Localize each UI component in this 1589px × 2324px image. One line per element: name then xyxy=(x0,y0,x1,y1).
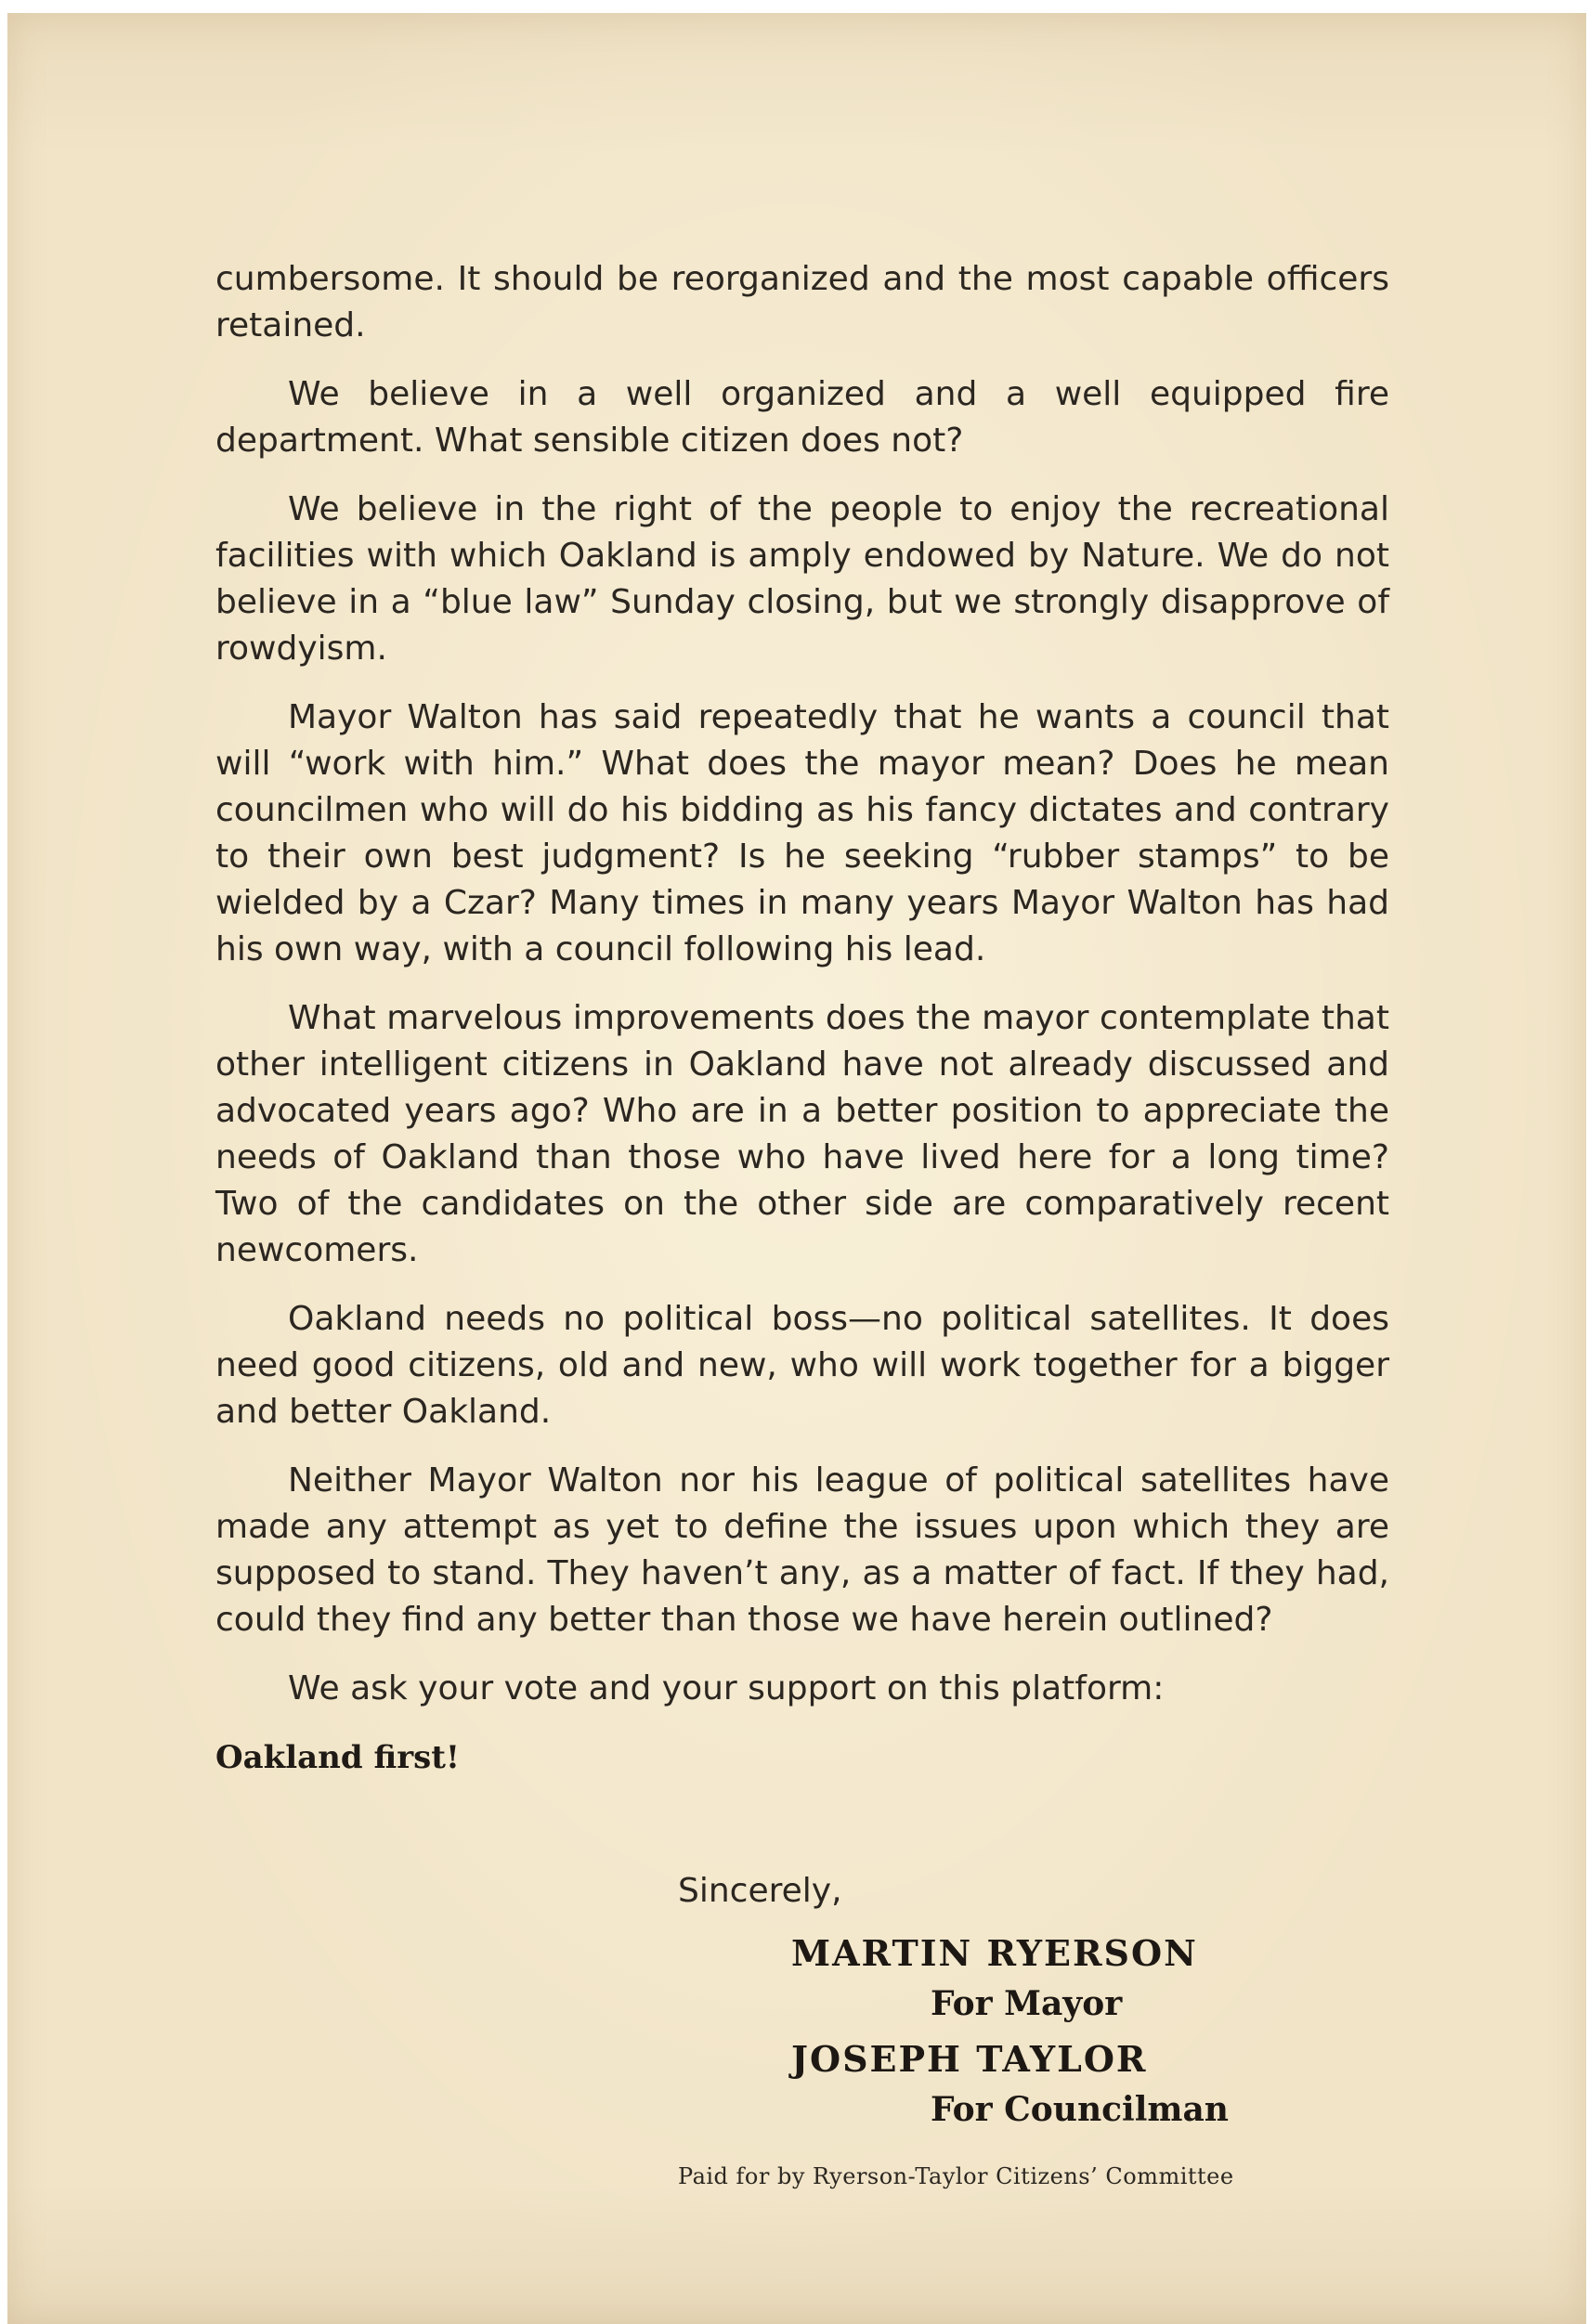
closing-text: We ask your vote and your support on this platform: xyxy=(288,1669,1165,1707)
candidate-name-councilman: JOSEPH TAYLOR xyxy=(791,2038,1148,2080)
signoff: Sincerely, xyxy=(678,1872,842,1910)
slogan: Oakland first! xyxy=(215,1739,460,1776)
closing-paragraph xyxy=(215,1666,1389,1781)
paragraph-4: Mayor Walton has said repeatedly that he wants a council that will “work with him.” What does the mayor mean? Does he mean councilmen who will do his bidding as his fancy dictates and contrary to their own best judgment? Is he seeking “rubber stamps” to be wielded by a Czar? Many times in many years Mayor Walton has had his own way, with a council following his lead. xyxy=(215,698,1389,968)
paragraph-7: Neither Mayor Walton nor his league of political satellites have made any attempt as yet to define the issues upon which they are supposed to stand. They haven’t any, as a matter of fact. If they had, could they find any better than those we have herein outlined? xyxy=(215,1461,1389,1639)
letter-body xyxy=(215,256,1389,1781)
signature-block xyxy=(678,1868,1384,2134)
paragraph-5: What marvelous improvements does the mayor contemplate that other intelligent citizens in Oakland have not already discussed and advocated years ago? Who are in a better position to appreciate the needs of Oakland than those who have lived here for a long time? Two of the candidates on the other side are comparatively recent newcomers. xyxy=(215,999,1389,1269)
paragraph-2: We believe in a well organized and a well equipped fire department. What sensible citizen does not? xyxy=(215,375,1389,460)
paid-for-disclaimer: Paid for by Ryerson-Taylor Citizens’ Committee xyxy=(678,2163,1234,2189)
paragraph-3: We believe in the right of the people to enjoy the recreational facilities with which Oakland is amply endowed by Nature. We do not believe in a “blue law” Sunday closing, but we strongly disapprove of rowdyism. xyxy=(215,490,1389,668)
candidate-office-mayor: For Mayor xyxy=(931,1984,1123,2023)
candidate-name-mayor: MARTIN RYERSON xyxy=(791,1932,1198,1974)
paragraph-1: cumbersome. It should be reorganized and the most capable officers retained. xyxy=(215,260,1389,344)
candidate-office-councilman: For Councilman xyxy=(931,2090,1229,2129)
paragraph-6: Oakland needs no political boss—no political satellites. It does need good citizens, old and new, who will work together for a bigger and better Oakland. xyxy=(215,1300,1389,1431)
